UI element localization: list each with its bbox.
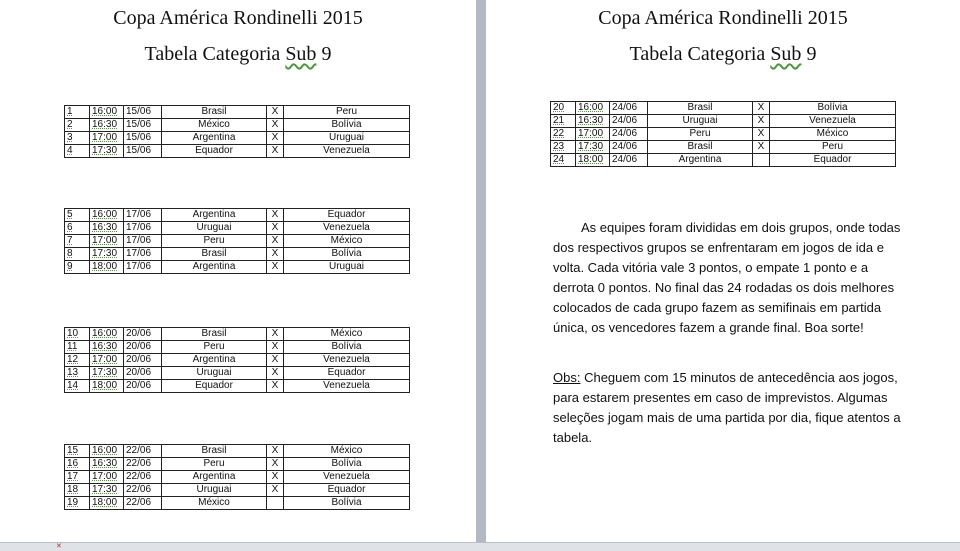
table-row xyxy=(65,235,410,248)
home-team-cell: Brasil xyxy=(162,106,267,119)
game-date-cell: 17/06 xyxy=(124,209,162,222)
game-number-cell: 21 xyxy=(551,115,576,128)
game-date-cell: 17/06 xyxy=(124,235,162,248)
game-time-cell: 16:00 xyxy=(576,102,610,115)
table-row xyxy=(65,119,410,132)
fixtures-table-round-2 xyxy=(64,208,410,274)
table-row xyxy=(65,380,410,393)
game-number-cell: 13 xyxy=(65,367,90,380)
game-date-cell: 24/06 xyxy=(610,102,648,115)
versus-cell: X xyxy=(267,471,284,484)
home-team-cell: Peru xyxy=(648,128,753,141)
fixtures-table-round-5 xyxy=(550,101,896,167)
fixtures-table-round-4 xyxy=(64,444,410,510)
game-time-cell: 18:00 xyxy=(90,497,124,510)
game-number-cell: 16 xyxy=(65,458,90,471)
game-date-cell: 17/06 xyxy=(124,261,162,274)
away-team-cell: México xyxy=(770,128,896,141)
away-team-cell: Venezuela xyxy=(284,380,410,393)
versus-cell: X xyxy=(267,367,284,380)
away-team-cell: México xyxy=(284,328,410,341)
versus-cell: X xyxy=(267,354,284,367)
versus-cell: X xyxy=(267,248,284,261)
away-team-cell: Equador xyxy=(284,209,410,222)
table-row xyxy=(551,141,896,154)
game-number-cell: 5 xyxy=(65,209,90,222)
home-team-cell: México xyxy=(162,119,267,132)
versus-cell: X xyxy=(267,209,284,222)
away-team-cell: Uruguai xyxy=(284,261,410,274)
game-date-cell: 22/06 xyxy=(124,458,162,471)
away-team-cell: Bolívia xyxy=(284,119,410,132)
versus-cell: X xyxy=(267,119,284,132)
game-time-cell: 16:30 xyxy=(90,119,124,132)
game-time-cell: 17:30 xyxy=(576,141,610,154)
game-time-cell: 16:30 xyxy=(90,341,124,354)
game-number-cell: 19 xyxy=(65,497,90,510)
home-team-cell: Argentina xyxy=(162,132,267,145)
game-time-cell: 18:00 xyxy=(90,380,124,393)
game-date-cell: 17/06 xyxy=(124,222,162,235)
versus-cell xyxy=(267,497,284,510)
away-team-cell: Equador xyxy=(284,367,410,380)
versus-cell: X xyxy=(267,484,284,497)
away-team-cell: Bolívia xyxy=(770,102,896,115)
away-team-cell: Venezuela xyxy=(284,222,410,235)
table-row xyxy=(65,261,410,274)
game-date-cell: 15/06 xyxy=(124,119,162,132)
table-row xyxy=(65,484,410,497)
table-row xyxy=(65,445,410,458)
game-number-cell: 7 xyxy=(65,235,90,248)
away-team-cell: Uruguai xyxy=(284,132,410,145)
game-time-cell: 17:00 xyxy=(90,235,124,248)
home-team-cell: Argentina xyxy=(162,261,267,274)
fixtures-table-round-1 xyxy=(64,105,410,158)
game-number-cell: 2 xyxy=(65,119,90,132)
game-date-cell: 24/06 xyxy=(610,154,648,167)
game-number-cell: 4 xyxy=(65,145,90,158)
table-row xyxy=(65,209,410,222)
home-team-cell: Brasil xyxy=(162,328,267,341)
document-page-right xyxy=(486,0,960,542)
game-time-cell: 17:30 xyxy=(90,367,124,380)
document-subtitle-page2: Tabela Categoria Sub 9 xyxy=(629,43,817,65)
game-time-cell: 16:00 xyxy=(90,328,124,341)
away-team-cell: Venezuela xyxy=(284,354,410,367)
versus-cell xyxy=(753,154,770,167)
game-date-cell: 22/06 xyxy=(124,484,162,497)
home-team-cell: Uruguai xyxy=(648,115,753,128)
away-team-cell: Bolívia xyxy=(284,497,410,510)
game-date-cell: 24/06 xyxy=(610,128,648,141)
game-time-cell: 16:30 xyxy=(90,458,124,471)
game-number-cell: 15 xyxy=(65,445,90,458)
game-number-cell: 22 xyxy=(551,128,576,141)
game-number-cell: 1 xyxy=(65,106,90,119)
game-number-cell: 9 xyxy=(65,261,90,274)
game-date-cell: 20/06 xyxy=(124,341,162,354)
game-time-cell: 16:00 xyxy=(90,445,124,458)
game-time-cell: 18:00 xyxy=(576,154,610,167)
spelling-error-icon[interactable]: ✕ xyxy=(56,542,62,550)
game-time-cell: 17:00 xyxy=(90,471,124,484)
document-title-page2: Copa América Rondinelli 2015 xyxy=(598,7,848,29)
table-row xyxy=(65,341,410,354)
home-team-cell: Peru xyxy=(162,341,267,354)
game-date-cell: 20/06 xyxy=(124,354,162,367)
document-title: Copa América Rondinelli 2015 xyxy=(113,7,363,29)
table-row xyxy=(65,458,410,471)
game-date-cell: 22/06 xyxy=(124,471,162,484)
versus-cell: X xyxy=(267,458,284,471)
versus-cell: X xyxy=(267,341,284,354)
game-number-cell: 3 xyxy=(65,132,90,145)
game-number-cell: 11 xyxy=(65,341,90,354)
away-team-cell: Peru xyxy=(770,141,896,154)
game-time-cell: 17:00 xyxy=(90,354,124,367)
table-row xyxy=(65,367,410,380)
game-time-cell: 17:30 xyxy=(90,484,124,497)
away-team-cell: Equador xyxy=(284,484,410,497)
home-team-cell: Argentina xyxy=(162,471,267,484)
game-time-cell: 16:00 xyxy=(90,106,124,119)
document-page-left xyxy=(0,0,476,542)
home-team-cell: Equador xyxy=(162,145,267,158)
game-date-cell: 22/06 xyxy=(124,445,162,458)
home-team-cell: Brasil xyxy=(648,141,753,154)
game-number-cell: 24 xyxy=(551,154,576,167)
game-time-cell: 16:30 xyxy=(90,222,124,235)
game-number-cell: 18 xyxy=(65,484,90,497)
versus-cell: X xyxy=(267,106,284,119)
table-row xyxy=(551,128,896,141)
home-team-cell: Peru xyxy=(162,458,267,471)
table-row xyxy=(551,102,896,115)
notes-paragraph xyxy=(553,368,903,448)
game-number-cell: 6 xyxy=(65,222,90,235)
table-row xyxy=(65,471,410,484)
obs-label: Obs: xyxy=(553,370,581,385)
game-time-cell: 18:00 xyxy=(90,261,124,274)
game-date-cell: 20/06 xyxy=(124,380,162,393)
document-subtitle: Tabela Categoria Sub 9 xyxy=(144,43,332,65)
home-team-cell: Brasil xyxy=(162,248,267,261)
table-row xyxy=(65,248,410,261)
home-team-cell: Argentina xyxy=(648,154,753,167)
game-date-cell: 15/06 xyxy=(124,106,162,119)
game-time-cell: 17:00 xyxy=(576,128,610,141)
away-team-cell: Venezuela xyxy=(284,145,410,158)
game-date-cell: 20/06 xyxy=(124,328,162,341)
versus-cell: X xyxy=(753,128,770,141)
versus-cell: X xyxy=(267,132,284,145)
game-date-cell: 24/06 xyxy=(610,141,648,154)
table-row xyxy=(65,354,410,367)
versus-cell: X xyxy=(267,222,284,235)
table-row xyxy=(65,132,410,145)
fixtures-table-round-3 xyxy=(64,327,410,393)
away-team-cell: México xyxy=(284,235,410,248)
game-time-cell: 17:30 xyxy=(90,145,124,158)
versus-cell: X xyxy=(753,102,770,115)
game-date-cell: 22/06 xyxy=(124,497,162,510)
table-row xyxy=(65,328,410,341)
home-team-cell: Peru xyxy=(162,235,267,248)
home-team-cell: Uruguai xyxy=(162,222,267,235)
game-date-cell: 15/06 xyxy=(124,132,162,145)
game-number-cell: 23 xyxy=(551,141,576,154)
versus-cell: X xyxy=(267,235,284,248)
home-team-cell: Equador xyxy=(162,380,267,393)
versus-cell: X xyxy=(267,261,284,274)
game-time-cell: 17:00 xyxy=(90,132,124,145)
versus-cell: X xyxy=(267,445,284,458)
game-time-cell: 16:00 xyxy=(90,209,124,222)
game-date-cell: 17/06 xyxy=(124,248,162,261)
home-team-cell: Uruguai xyxy=(162,484,267,497)
versus-cell: X xyxy=(267,328,284,341)
game-number-cell: 12 xyxy=(65,354,90,367)
game-number-cell: 10 xyxy=(65,328,90,341)
game-date-cell: 24/06 xyxy=(610,115,648,128)
table-row xyxy=(65,145,410,158)
table-row xyxy=(551,115,896,128)
home-team-cell: Uruguai xyxy=(162,367,267,380)
rules-paragraph: As equipes foram divididas em dois grupos, onde todas dos respectivos grupos se enfrentaram em jogos de ida e volta. Cada vitória vale 3 pontos, o empate 1 ponto e a derrota 0 pontos. No final das 24 rodadas os dois melhores colocados de cada grupo fazem as semifinais em partida única, os vencedores fazem a grande final. Boa sorte! xyxy=(553,220,901,335)
away-team-cell: Bolívia xyxy=(284,458,410,471)
obs-text: Cheguem com 15 minutos de antecedência aos jogos, para estarem presentes em caso de imprevistos. Algumas seleções jogam mais de uma partida por dia, fique atentos a tabela. xyxy=(553,370,901,445)
home-team-cell: Argentina xyxy=(162,354,267,367)
page-gap xyxy=(476,0,486,542)
away-team-cell: Peru xyxy=(284,106,410,119)
table-row xyxy=(65,106,410,119)
versus-cell: X xyxy=(267,145,284,158)
game-number-cell: 17 xyxy=(65,471,90,484)
versus-cell: X xyxy=(753,141,770,154)
home-team-cell: Brasil xyxy=(648,102,753,115)
away-team-cell: Venezuela xyxy=(284,471,410,484)
table-row xyxy=(65,222,410,235)
table-row xyxy=(65,497,410,510)
versus-cell: X xyxy=(267,380,284,393)
home-team-cell: Argentina xyxy=(162,209,267,222)
game-time-cell: 16:30 xyxy=(576,115,610,128)
game-time-cell: 17:30 xyxy=(90,248,124,261)
table-row xyxy=(551,154,896,167)
away-team-cell: Bolívia xyxy=(284,341,410,354)
game-number-cell: 20 xyxy=(551,102,576,115)
away-team-cell: Equador xyxy=(770,154,896,167)
versus-cell: X xyxy=(753,115,770,128)
game-number-cell: 8 xyxy=(65,248,90,261)
game-date-cell: 20/06 xyxy=(124,367,162,380)
home-team-cell: México xyxy=(162,497,267,510)
game-date-cell: 15/06 xyxy=(124,145,162,158)
away-team-cell: Bolívia xyxy=(284,248,410,261)
home-team-cell: Brasil xyxy=(162,445,267,458)
away-team-cell: Venezuela xyxy=(770,115,896,128)
game-number-cell: 14 xyxy=(65,380,90,393)
away-team-cell: México xyxy=(284,445,410,458)
